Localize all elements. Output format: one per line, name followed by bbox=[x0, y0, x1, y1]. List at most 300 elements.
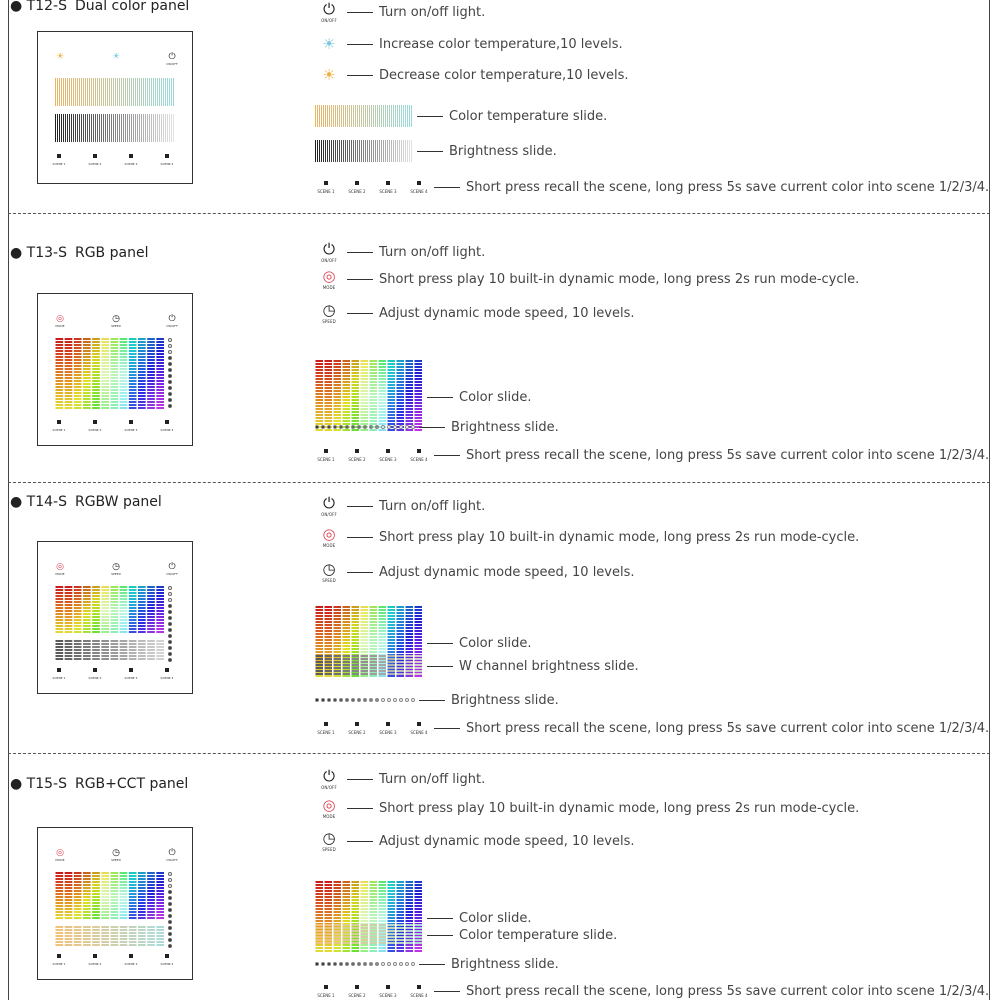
w-bar-segment bbox=[65, 646, 73, 648]
bright-stripe-line bbox=[65, 114, 66, 142]
scene-label: SCENE 1 bbox=[52, 428, 66, 432]
brightness-dot bbox=[357, 962, 361, 966]
cct-bar-segment bbox=[352, 942, 360, 944]
color-bar-segment bbox=[129, 407, 137, 409]
bright-stripe-line bbox=[357, 140, 358, 162]
color-bar-segment bbox=[65, 595, 73, 597]
color-bar-segment bbox=[352, 648, 360, 650]
color-bar-segment bbox=[334, 914, 342, 916]
leader-line bbox=[417, 116, 443, 117]
cct-bar-segment bbox=[325, 927, 333, 929]
color-bar-segment bbox=[138, 377, 146, 379]
cct-stripe-line bbox=[371, 105, 372, 127]
cct-bar-segment bbox=[138, 926, 146, 928]
color-bar-segment bbox=[65, 395, 73, 397]
color-bar-segment bbox=[370, 917, 378, 919]
bright-stripe-line bbox=[333, 140, 334, 162]
color-bar-segment bbox=[370, 375, 378, 377]
w-bar-segment bbox=[74, 640, 82, 642]
cct-bar-segment bbox=[111, 935, 119, 937]
color-bar-segment bbox=[74, 872, 82, 874]
panel-illustration-t13 bbox=[37, 293, 193, 446]
color-bar-segment bbox=[56, 398, 64, 400]
brightness-dot bbox=[363, 425, 367, 429]
color-bar-segment bbox=[415, 387, 423, 389]
cct-stripe-line bbox=[325, 105, 326, 127]
leader-line bbox=[347, 12, 373, 13]
color-bar-segment bbox=[74, 407, 82, 409]
bright-stripe-line bbox=[161, 114, 162, 142]
onoff-symbol bbox=[315, 239, 343, 263]
color-bar-segment bbox=[156, 625, 164, 627]
color-bar-segment bbox=[388, 633, 396, 635]
sun-warm-icon: ☀ bbox=[322, 65, 336, 84]
color-bar-segment bbox=[352, 393, 360, 395]
color-bar-segment bbox=[406, 378, 414, 380]
cct-bar-segment bbox=[156, 938, 164, 940]
color-bar-segment bbox=[138, 383, 146, 385]
color-bar-segment bbox=[325, 360, 333, 362]
color-bar-segment bbox=[147, 589, 155, 591]
color-bar-segment bbox=[406, 621, 414, 623]
color-bar-segment bbox=[370, 648, 378, 650]
color-bar-segment bbox=[56, 631, 64, 633]
color-bar-segment bbox=[325, 396, 333, 398]
scene-4-key bbox=[158, 954, 176, 966]
cct-bar-segment bbox=[111, 941, 119, 943]
color-bar-segment bbox=[379, 624, 387, 626]
color-bar-segment bbox=[147, 878, 155, 880]
w-bar-segment bbox=[111, 658, 119, 660]
color-bar-segment bbox=[370, 920, 378, 922]
color-bar-segment bbox=[388, 609, 396, 611]
color-bar-segment bbox=[361, 881, 369, 883]
w-bar-segment bbox=[343, 661, 351, 663]
w-bar-segment bbox=[397, 661, 405, 663]
cct-stripe-line bbox=[133, 78, 134, 106]
cct-bar-segment bbox=[415, 933, 423, 935]
w-bar-segment bbox=[370, 655, 378, 657]
feature-row-speed bbox=[315, 560, 635, 584]
color-bar-segment bbox=[101, 386, 109, 388]
color-bar-segment bbox=[379, 920, 387, 922]
color-bar-segment bbox=[406, 399, 414, 401]
feature-description: Color temperature slide. bbox=[449, 108, 608, 124]
color-bar-segment bbox=[325, 899, 333, 901]
scene-square-icon bbox=[386, 449, 390, 453]
cct-bar-segment bbox=[397, 930, 405, 932]
w-bar-segment bbox=[406, 673, 414, 675]
color-bar-segment bbox=[101, 607, 109, 609]
leader-line bbox=[417, 151, 443, 152]
color-bar-segment bbox=[379, 890, 387, 892]
color-bar-segment bbox=[74, 380, 82, 382]
color-bar-segment bbox=[101, 380, 109, 382]
w-bar-segment bbox=[129, 658, 137, 660]
color-bar-segment bbox=[92, 347, 100, 349]
color-bar-segment bbox=[343, 902, 351, 904]
feature-description: Increase color temperature,10 levels. bbox=[379, 36, 623, 52]
color-bar-segment bbox=[343, 914, 351, 916]
color-bar-segment bbox=[92, 592, 100, 594]
color-bar-segment bbox=[56, 371, 64, 373]
color-bar-segment bbox=[120, 595, 128, 597]
brightness-dot bbox=[393, 698, 397, 702]
feature-row-mode bbox=[315, 525, 859, 549]
color-bar-segment bbox=[156, 365, 164, 367]
color-bar-segment bbox=[379, 615, 387, 617]
color-bar-segment bbox=[415, 648, 423, 650]
color-bar-segment bbox=[361, 375, 369, 377]
color-bar-segment bbox=[343, 893, 351, 895]
cct-bar-segment bbox=[352, 936, 360, 938]
cct-bar-segment bbox=[92, 932, 100, 934]
panel-dot bbox=[168, 932, 172, 936]
cct-bar-segment bbox=[65, 941, 73, 943]
color-bar-segment bbox=[129, 616, 137, 618]
color-bar-segment bbox=[65, 365, 73, 367]
w-bar-segment bbox=[379, 667, 387, 669]
cct-bar-segment bbox=[101, 926, 109, 928]
bright-stripe-line bbox=[111, 114, 112, 142]
feature-description: Turn on/off light. bbox=[379, 771, 486, 787]
color-bar-segment bbox=[397, 630, 405, 632]
color-bar-segment bbox=[361, 633, 369, 635]
color-bar-segment bbox=[138, 592, 146, 594]
scene-square-icon bbox=[93, 954, 97, 958]
color-bar-segment bbox=[361, 642, 369, 644]
color-bar-segment bbox=[111, 917, 119, 919]
color-bar-segment bbox=[92, 344, 100, 346]
w-bar-segment bbox=[388, 667, 396, 669]
color-bar-segment bbox=[388, 905, 396, 907]
color-bar-segment bbox=[316, 396, 324, 398]
color-bar-segment bbox=[316, 618, 324, 620]
scene-label: SCENE 4 bbox=[410, 188, 428, 194]
color-bar-segment bbox=[74, 371, 82, 373]
brightness-dot bbox=[399, 698, 403, 702]
color-bar-segment bbox=[334, 624, 342, 626]
bright-stripe-line bbox=[165, 114, 166, 142]
color-bar-segment bbox=[74, 604, 82, 606]
color-graphic bbox=[55, 872, 165, 922]
color-bar-segment bbox=[65, 872, 73, 874]
panel-dot bbox=[168, 658, 172, 662]
cct-bar-segment bbox=[352, 933, 360, 935]
w-bar-segment bbox=[406, 661, 414, 663]
color-bar-segment bbox=[129, 896, 137, 898]
color-bar-segment bbox=[120, 905, 128, 907]
color-bar-segment bbox=[397, 360, 405, 362]
color-bar-segment bbox=[92, 610, 100, 612]
color-bar-segment bbox=[406, 624, 414, 626]
brightness-dot bbox=[405, 425, 409, 429]
color-bar-segment bbox=[334, 366, 342, 368]
color-bar-segment bbox=[83, 875, 91, 877]
color-bar-segment bbox=[334, 408, 342, 410]
color-bar-segment bbox=[325, 893, 333, 895]
cct-stripe-line bbox=[69, 78, 70, 106]
color-bar-segment bbox=[83, 362, 91, 364]
w-bar-segment bbox=[316, 670, 324, 672]
cct-bar-segment bbox=[56, 938, 64, 940]
cct-bar-segment bbox=[415, 924, 423, 926]
color-bar-segment bbox=[370, 402, 378, 404]
color-bar-segment bbox=[83, 389, 91, 391]
color-bar-segment bbox=[65, 601, 73, 603]
color-bar-segment bbox=[334, 627, 342, 629]
color-bar-segment bbox=[111, 598, 119, 600]
color-bar-segment bbox=[147, 902, 155, 904]
w-bar-segment bbox=[361, 658, 369, 660]
color-bar-segment bbox=[120, 902, 128, 904]
feature-row-sun-warm bbox=[315, 63, 629, 87]
w-bar-segment bbox=[379, 670, 387, 672]
color-bar-segment bbox=[83, 616, 91, 618]
color-bar-segment bbox=[156, 341, 164, 343]
color-bar-segment bbox=[415, 905, 423, 907]
w-bar-segment bbox=[120, 643, 128, 645]
color-bar-segment bbox=[147, 368, 155, 370]
color-bar-segment bbox=[334, 630, 342, 632]
cct-bar-segment bbox=[397, 936, 405, 938]
color-bar-segment bbox=[406, 630, 414, 632]
color-bar-segment bbox=[129, 347, 137, 349]
color-bar-segment bbox=[325, 630, 333, 632]
color-bar-segment bbox=[415, 645, 423, 647]
color-bar-segment bbox=[316, 612, 324, 614]
color-bar-segment bbox=[101, 881, 109, 883]
brightness-dot bbox=[357, 698, 361, 702]
color-bar-segment bbox=[334, 947, 342, 949]
leader-line bbox=[347, 252, 373, 253]
color-bar-segment bbox=[65, 338, 73, 340]
feature-description: Short press recall the scene, long press 5s save current color into scene 1/2/3/4. bbox=[466, 983, 990, 999]
color-bar-segment bbox=[101, 338, 109, 340]
color-bar-segment bbox=[406, 609, 414, 611]
color-bar-segment bbox=[74, 353, 82, 355]
cct-bar-segment bbox=[352, 924, 360, 926]
cct-bar-segment bbox=[74, 941, 82, 943]
cct-bar-segment bbox=[65, 935, 73, 937]
color-bar-segment bbox=[147, 344, 155, 346]
color-bar-segment bbox=[92, 371, 100, 373]
cct-bar-segment bbox=[65, 929, 73, 931]
cct-stripe-line bbox=[355, 105, 356, 127]
scene-label: SCENE 1 bbox=[317, 992, 335, 998]
color-bar-segment bbox=[111, 365, 119, 367]
color-bar-segment bbox=[352, 618, 360, 620]
color-bar-segment bbox=[334, 621, 342, 623]
color-bar-segment bbox=[156, 392, 164, 394]
color-bar-segment bbox=[352, 905, 360, 907]
color-bar-segment bbox=[65, 625, 73, 627]
color-bar-segment bbox=[101, 398, 109, 400]
color-bar-segment bbox=[370, 399, 378, 401]
color-bar-segment bbox=[147, 884, 155, 886]
w-bar-segment bbox=[361, 670, 369, 672]
color-bar-segment bbox=[325, 624, 333, 626]
color-bar-segment bbox=[388, 618, 396, 620]
color-bar-segment bbox=[388, 396, 396, 398]
color-bar-segment bbox=[370, 390, 378, 392]
w-bar-segment bbox=[92, 643, 100, 645]
color-bar-segment bbox=[92, 881, 100, 883]
color-bar-segment bbox=[370, 387, 378, 389]
color-bar-segment bbox=[111, 589, 119, 591]
scene-square-icon bbox=[129, 954, 133, 958]
cct-bar-segment bbox=[74, 932, 82, 934]
color-bar-segment bbox=[83, 592, 91, 594]
feature-description: Adjust dynamic mode speed, 10 levels. bbox=[379, 305, 635, 321]
cct-bar-segment bbox=[111, 944, 119, 946]
panel-dot bbox=[168, 926, 172, 930]
w-bar-segment bbox=[92, 646, 100, 648]
cct-bar-segment bbox=[352, 927, 360, 929]
color-bar-segment bbox=[334, 887, 342, 889]
color-bar-segment bbox=[316, 911, 324, 913]
panel-color-wheel-icon: ◎ MODE bbox=[50, 314, 70, 328]
color-bar-segment bbox=[379, 408, 387, 410]
color-bar-segment bbox=[92, 601, 100, 603]
bright-stripe-line bbox=[169, 114, 170, 142]
bright-stripe-line bbox=[339, 140, 340, 162]
color-bar-segment bbox=[379, 627, 387, 629]
color-bar-segment bbox=[334, 905, 342, 907]
cct-bar-segment bbox=[111, 926, 119, 928]
cct-bar-segment bbox=[325, 936, 333, 938]
w-bar-segment bbox=[56, 646, 64, 648]
color-bar-segment bbox=[415, 630, 423, 632]
bright-stripe-line bbox=[89, 114, 90, 142]
feature-description: Short press play 10 built-in dynamic mode, long press 2s run mode-cycle. bbox=[379, 529, 860, 545]
color-bar-segment bbox=[397, 372, 405, 374]
color-bar-segment bbox=[361, 408, 369, 410]
cct-bar-segment bbox=[83, 932, 91, 934]
color-bar-segment bbox=[83, 896, 91, 898]
color-bar-segment bbox=[406, 375, 414, 377]
bright-stripe-line bbox=[77, 114, 78, 142]
speed-symbol bbox=[315, 559, 343, 583]
color-bar-segment bbox=[316, 917, 324, 919]
color-bar-segment bbox=[406, 615, 414, 617]
cct-stripe-line bbox=[341, 105, 342, 127]
color-bar-segment bbox=[147, 610, 155, 612]
cct-stripe-line bbox=[399, 105, 400, 127]
scene-buttons-icon bbox=[50, 954, 176, 966]
bright-stripe-line bbox=[173, 114, 174, 142]
color-bar-segment bbox=[74, 911, 82, 913]
color-bar-segment bbox=[129, 380, 137, 382]
cct-stripe-line bbox=[123, 78, 124, 106]
color-bar-segment bbox=[65, 377, 73, 379]
panel-dot bbox=[168, 884, 172, 888]
bright-stripe-line bbox=[101, 114, 102, 142]
color-bar-segment bbox=[101, 601, 109, 603]
w-bar-segment bbox=[352, 655, 360, 657]
color-bar-segment bbox=[334, 372, 342, 374]
panel-speed-dial-icon: ◷ SPEED bbox=[106, 848, 126, 862]
color-bar-segment bbox=[147, 359, 155, 361]
brightness-dot bbox=[321, 962, 325, 966]
color-bar-segment bbox=[147, 404, 155, 406]
panel-dot bbox=[168, 634, 172, 638]
color-bar-segment bbox=[74, 392, 82, 394]
color-bar-segment bbox=[415, 902, 423, 904]
color-bar-segment bbox=[101, 374, 109, 376]
bright-stripe-line bbox=[147, 114, 148, 142]
color-bar-segment bbox=[74, 365, 82, 367]
color-bar-segment bbox=[129, 353, 137, 355]
w-bar-segment bbox=[83, 646, 91, 648]
color-bar-segment bbox=[56, 589, 64, 591]
color-bar-segment bbox=[111, 631, 119, 633]
bright-stripe-line bbox=[367, 140, 368, 162]
cct-bar-segment bbox=[316, 936, 324, 938]
cct-stripe-line bbox=[409, 105, 410, 127]
leader-line bbox=[347, 572, 373, 573]
color-bar-segment bbox=[370, 615, 378, 617]
color-bar-segment bbox=[370, 890, 378, 892]
color-bar-segment bbox=[397, 366, 405, 368]
w-bar-segment bbox=[406, 670, 414, 672]
color-bar-segment bbox=[101, 875, 109, 877]
scene-square-icon bbox=[386, 181, 390, 185]
w-bar-segment bbox=[334, 655, 342, 657]
cct-stripe-line bbox=[87, 78, 88, 106]
sun-warm-symbol bbox=[315, 65, 343, 84]
color-bar-segment bbox=[56, 592, 64, 594]
w-bar-segment bbox=[56, 643, 64, 645]
color-bar-segment bbox=[352, 908, 360, 910]
color-bar-segment bbox=[138, 398, 146, 400]
color-bar-segment bbox=[129, 887, 137, 889]
color-bar-segment bbox=[361, 390, 369, 392]
cct-bar-segment bbox=[147, 938, 155, 940]
cct-stripe-line bbox=[351, 105, 352, 127]
panel-brightness-dots bbox=[168, 338, 172, 408]
color-bar-segment bbox=[56, 887, 64, 889]
color-bar-segment bbox=[83, 622, 91, 624]
w-bar-segment bbox=[352, 658, 360, 660]
w-bar-segment bbox=[406, 655, 414, 657]
color-bar-segment bbox=[156, 604, 164, 606]
color-bar-segment bbox=[334, 375, 342, 377]
color-bar-segment bbox=[129, 395, 137, 397]
cct-stripe-line bbox=[395, 105, 396, 127]
color-wheel-icon: ◎ bbox=[322, 524, 336, 543]
color-bar-segment bbox=[361, 393, 369, 395]
color-bar-segment bbox=[92, 341, 100, 343]
color-bar-segment bbox=[65, 604, 73, 606]
color-bar-segment bbox=[361, 372, 369, 374]
cct-stripe-line bbox=[151, 78, 152, 106]
brightness-dots-icon bbox=[315, 425, 415, 429]
color-bar-segment bbox=[316, 366, 324, 368]
color-bar-segment bbox=[101, 610, 109, 612]
color-bar-segment bbox=[397, 914, 405, 916]
color-bar-segment bbox=[101, 631, 109, 633]
color-bar-segment bbox=[379, 645, 387, 647]
brightness-dot bbox=[387, 698, 391, 702]
color-bar-segment bbox=[343, 360, 351, 362]
cct-bar-segment bbox=[415, 942, 423, 944]
color-bar-segment bbox=[397, 393, 405, 395]
cct-stripe-line bbox=[115, 78, 116, 106]
color-bar-segment bbox=[415, 920, 423, 922]
color-bar-segment bbox=[83, 404, 91, 406]
color-bar-segment bbox=[138, 902, 146, 904]
